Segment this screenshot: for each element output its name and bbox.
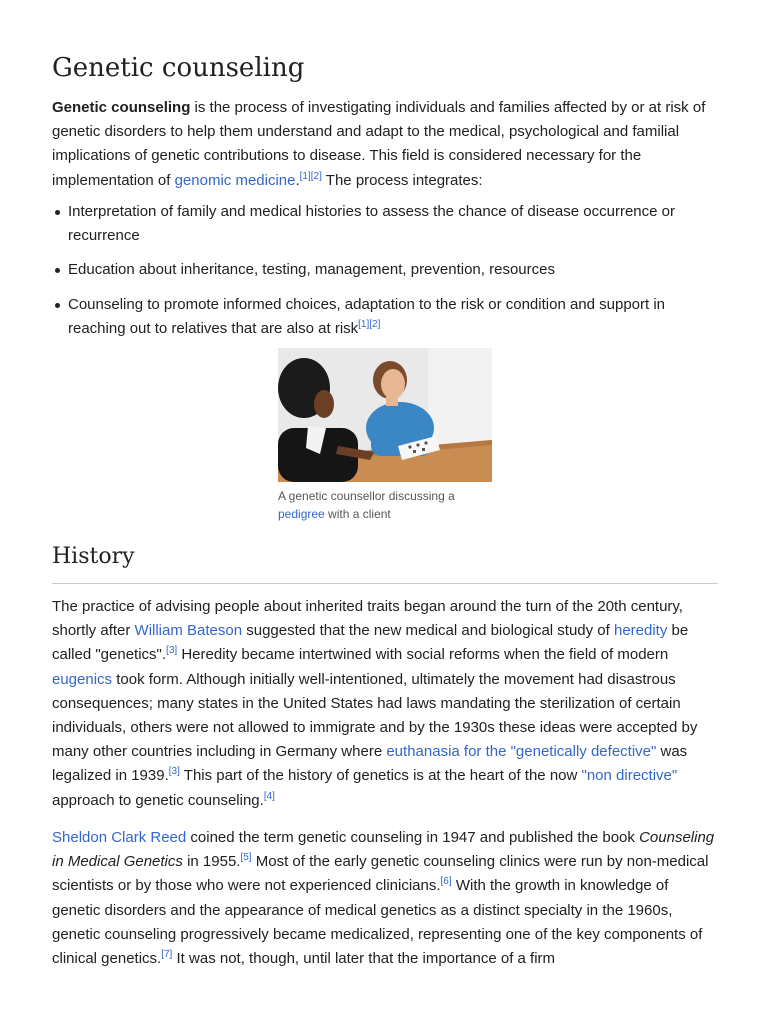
genomic-medicine-link[interactable]: genomic medicine	[174, 171, 296, 189]
text-run: approach to genetic counseling.	[52, 791, 264, 809]
list-item-text: Education about inheritance, testing, management, prevention, resources	[68, 261, 555, 279]
text-run: The practice of advising people about inherited traits began around the turn of the 20th century, shortly after	[52, 598, 683, 640]
ref-7-link[interactable]: [7]	[161, 949, 173, 961]
text-run: This part of the history of genetics is at the heart of the now	[179, 767, 582, 785]
history-paragraph-1	[52, 595, 718, 813]
intro-paragraph	[52, 96, 718, 193]
ref-3-link[interactable]: [3]	[168, 766, 180, 778]
pedigree-link[interactable]: pedigree	[278, 507, 325, 521]
text-run: Most of the early genetic counseling clinics were run by non-medical scientists or by those who were not experienced clinicians.	[52, 853, 709, 895]
ref-6-link[interactable]: [6]	[440, 876, 452, 888]
caption-text-end: with a client	[324, 507, 391, 521]
text-run: It was not, though, until later that the importance of a firm	[172, 950, 556, 968]
eugenics-link[interactable]: eugenics	[52, 670, 113, 688]
ref-3-link[interactable]: [3]	[166, 645, 178, 657]
ref-2-link[interactable]: [2]	[310, 170, 322, 182]
text-run: in 1955.	[182, 853, 241, 871]
ref-5-link[interactable]: [5]	[240, 852, 252, 864]
non-directive-link[interactable]: "non directive"	[581, 767, 678, 785]
text-run: coined the term genetic counseling in 1947 and published the book	[186, 829, 640, 846]
text-run: be called "genetics".	[52, 622, 689, 664]
ref-2-link[interactable]: [2]	[369, 318, 381, 330]
list-item	[68, 200, 718, 248]
intro-period: .	[295, 171, 300, 189]
list-item-text: Counseling to promote informed choices, adaptation to the risk or condition and support in reaching out to relatives that are also at risk	[68, 295, 666, 337]
william-bateson-link[interactable]: William Bateson	[134, 622, 243, 640]
figure-caption	[278, 487, 492, 523]
ref-1-link[interactable]: [1]	[299, 170, 311, 182]
ref-1-link[interactable]: [1]	[358, 318, 370, 330]
text-run: was legalized in 1939.	[52, 743, 688, 785]
figure	[278, 348, 492, 523]
text-run: took form. Although initially well-intentioned, ultimately the movement had disastrous consequences; many states in the United States had laws mandating the sterilization of certain individuals, others were not allowed to immigrate and by the 1930s these ideas were accepted by many other countries including in Germany where	[52, 670, 698, 761]
heredity-link[interactable]: heredity	[613, 622, 668, 640]
ref-4-link[interactable]: [4]	[263, 790, 275, 802]
book-title: Counseling in Medical Genetics	[52, 829, 715, 871]
intro-text: is the process of investigating individuals and families affected by or at risk of genetic disorders to help them understand and adapt to the medical, psychological and familial implications of genetic contributions to disease. This field is considered necessary for the implementation of	[52, 99, 706, 189]
history-paragraph-2	[52, 826, 718, 971]
counseling-photo[interactable]	[278, 348, 492, 482]
list-item-text: Interpretation of family and medical histories to assess the chance of disease occurrence or recurrence	[68, 203, 675, 245]
page-title: Genetic counseling	[52, 53, 305, 83]
intro-text-end: The process integrates:	[321, 171, 483, 189]
euthanasia-link[interactable]: euthanasia for the "genetically defective"	[386, 743, 657, 761]
intro-bold-term: Genetic counseling	[52, 99, 191, 116]
counseling-photo-illustration	[278, 348, 492, 482]
history-heading: History	[52, 540, 718, 584]
text-run: suggested that the new medical and biological study of	[242, 622, 614, 640]
process-list	[52, 200, 718, 351]
caption-text: A genetic counsellor discussing a	[278, 489, 455, 503]
text-run: Heredity became intertwined with social reforms when the field of modern	[177, 646, 669, 664]
list-item	[68, 293, 718, 341]
list-item	[68, 258, 718, 282]
sheldon-clark-reed-link[interactable]: Sheldon Clark Reed	[52, 829, 187, 846]
text-run: With the growth in knowledge of genetic disorders and the appearance of medical genetics as a distinct specialty in the 1960s, genetic counseling progressively became medicalized, representing one of the key components of clinical genetics.	[52, 877, 703, 968]
